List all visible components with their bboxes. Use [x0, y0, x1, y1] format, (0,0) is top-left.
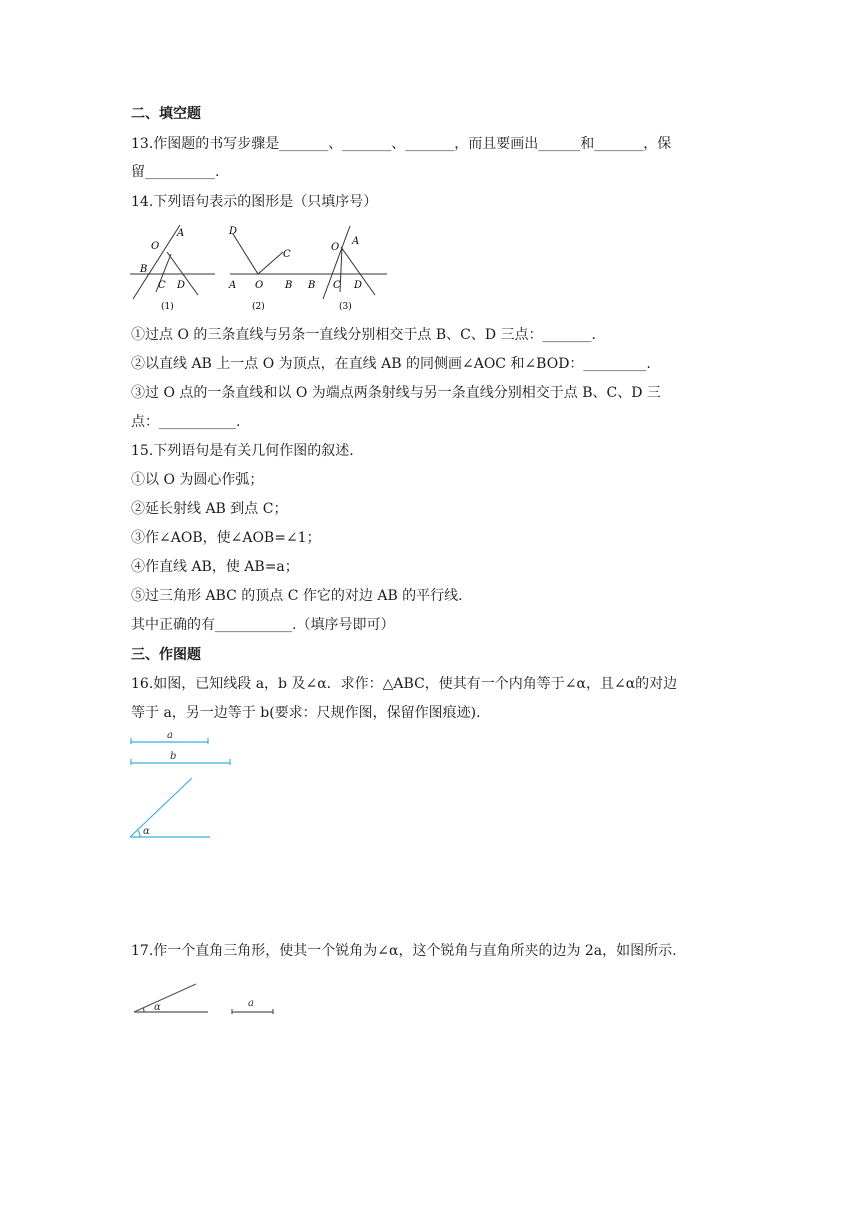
fig3-label-c: C [333, 280, 341, 291]
fig3-label-o: O [331, 242, 340, 253]
q16-label-alpha: α [143, 826, 150, 837]
q16-label-a: a [167, 730, 173, 741]
section-3-heading: 三、作图题 [131, 647, 201, 663]
section-2-heading: 二、填空题 [131, 106, 201, 122]
q17-figure [128, 978, 283, 1022]
q14-option1: ①过点 O 的三条直线与另条一直线分别相交于点 B、C、D 三点：_______. [131, 327, 596, 343]
q13-line2: 留__________. [131, 164, 220, 180]
fig1-label-c: C [158, 280, 166, 291]
fig2-label-o: O [255, 280, 264, 291]
fig2-label-c: C [283, 249, 291, 260]
fig2-label-b: B [285, 280, 293, 291]
q14-option3-line1: ③过 O 点的一条直线和以 O 为端点两条射线与另一条直线分别相交于点 B、C、D 三 [131, 385, 661, 401]
q14-figure [125, 222, 395, 314]
q17-label-alpha: α [154, 1002, 161, 1013]
q16-label-b: b [170, 751, 177, 762]
fig1-label-d: D [177, 280, 186, 291]
fig1-label-o: O [151, 241, 160, 252]
q15-stem: 15.下列语句是有关几何作图的叙述. [131, 443, 354, 459]
fig1-caption: (1) [161, 302, 174, 312]
q15-answer: 其中正确的有___________.（填序号即可） [131, 617, 395, 633]
q17-label-a: a [248, 998, 254, 1009]
q14-option3-line2: 点：___________. [131, 414, 241, 430]
q16-line1: 16.如图，已知线段 a，b 及∠α．求作：△ABC，使其有一个内角等于∠α，且∠α的对边 [131, 676, 678, 692]
q16-figure [125, 728, 240, 842]
q13-line1: 13.作图题的书写步骤是_______、_______、_______，而且要画出______和_______，保 [131, 136, 672, 152]
fig2-caption: (2) [252, 302, 265, 312]
q15-option2: ②延长射线 AB 到点 C； [131, 501, 288, 517]
fig1-label-a: A [177, 228, 185, 239]
q15-option4: ④作直线 AB，使 AB=a； [131, 559, 299, 575]
q15-option3: ③作∠AOB，使∠AOB=∠1； [131, 530, 321, 546]
q14-stem: 14.下列语句表示的图形是（只填序号） [131, 194, 378, 210]
fig3-label-b: B [308, 280, 316, 291]
fig1-label-b: B [140, 264, 148, 275]
fig3-label-d: D [354, 280, 363, 291]
q15-option5: ⑤过三角形 ABC 的顶点 C 作它的对边 AB 的平行线. [131, 588, 463, 604]
fig2-label-a: A [229, 280, 237, 291]
q15-option1: ①以 O 为圆心作弧； [131, 472, 264, 488]
q16-line2: 等于 a，另一边等于 b(要求：尺规作图，保留作图痕迹). [131, 705, 481, 721]
q17-text: 17.作一个直角三角形，使其一个锐角为∠α，这个锐角与直角所夹的边为 2a，如图所示. [131, 943, 677, 959]
fig2-label-d: D [229, 226, 238, 237]
q14-option2: ②以直线 AB 上一点 O 为顶点，在直线 AB 的同侧画∠AOC 和∠BOD：_________. [131, 356, 651, 372]
fig3-label-a: A [352, 236, 360, 247]
fig3-caption: (3) [339, 302, 352, 312]
